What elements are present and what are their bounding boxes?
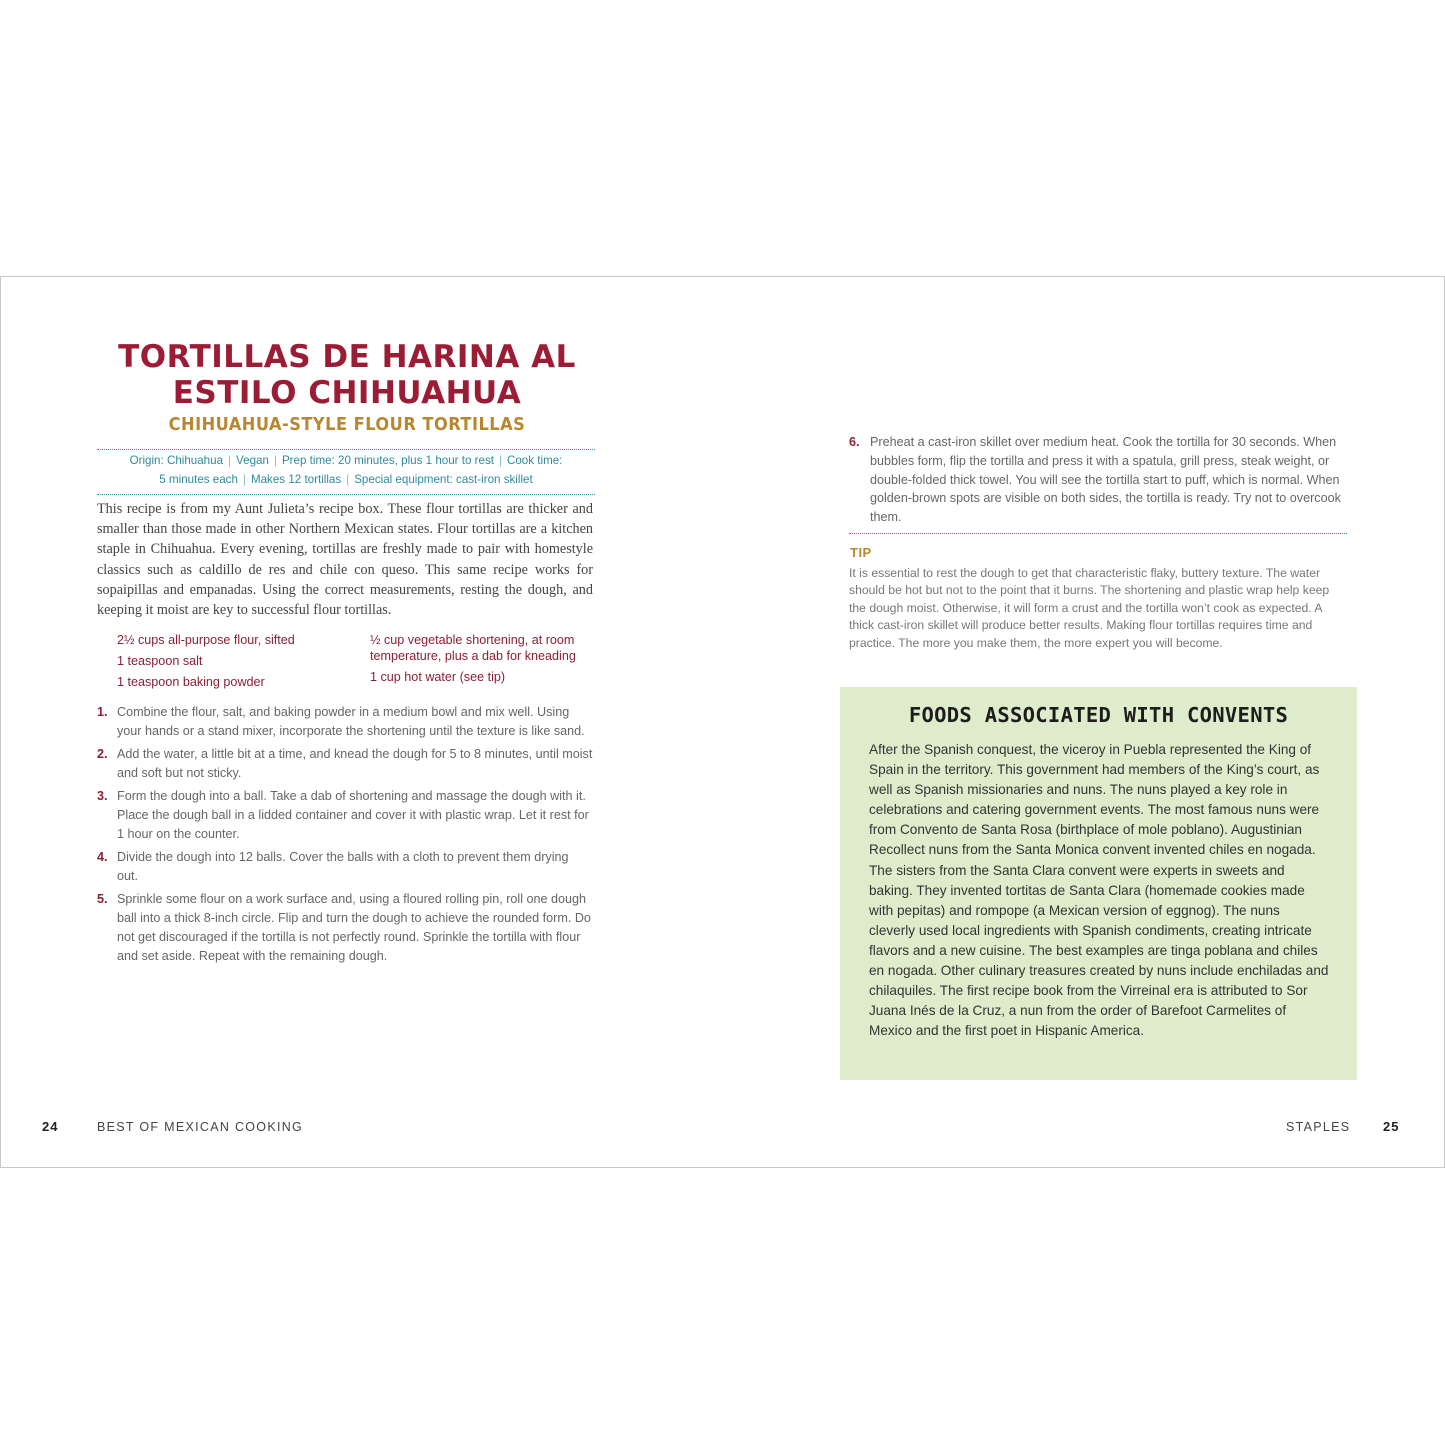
step-number: 6. [849, 435, 860, 449]
tip-heading: TIP [850, 545, 872, 560]
step-item [97, 703, 593, 741]
step-item [97, 848, 593, 886]
book-spread [0, 276, 1445, 1168]
ingredient-item: 1 teaspoon salt [117, 654, 203, 668]
meta-line-2 [97, 471, 595, 490]
left-page [1, 277, 721, 1167]
meta-prep-time: Prep time: 20 minutes, plus 1 hour to rest [281, 454, 494, 467]
step-text: Preheat a cast-iron skillet over medium heat. Cook the tortilla for 30 seconds. When bubbles form, flip the tortilla and press it with a spatula, grill press, steak weight, or double-folded thick towel. You will see the tortilla start to puff, which is normal. When golden-brown spots are visible on both sides, the tortilla is ready. Try not to overcook them. [870, 435, 1341, 525]
sidebar-box [840, 687, 1357, 1080]
right-page [721, 277, 1444, 1167]
step-number: 1. [97, 705, 108, 719]
running-head-right: STAPLES [1286, 1120, 1351, 1134]
step-item [97, 787, 593, 843]
page-number-left: 24 [42, 1119, 59, 1134]
step-number: 2. [97, 747, 108, 762]
step-number: 3. [97, 789, 108, 804]
step-item [97, 745, 593, 783]
recipe-meta [97, 449, 595, 495]
step-text: Combine the flour, salt, and baking powder in a medium bowl and mix well. Using your hands or a stand mixer, incorporate the shortening until the texture is like sand. [117, 705, 585, 738]
steps-list [97, 703, 593, 970]
meta-cook-time-label: Cook time: [506, 454, 563, 467]
meta-separator: | [498, 454, 502, 467]
meta-line-1 [97, 452, 595, 471]
meta-separator: | [242, 472, 246, 486]
divider [849, 533, 1347, 534]
sidebar-title: FOODS ASSOCIATED WITH CONVENTS [908, 703, 1289, 727]
recipe-intro: This recipe is from my Aunt Julieta’s recipe box. These flour tortillas are thicker and smaller than those made in other Northern Mexican states. Flour tortillas are a kitchen staple in Chihuahua. Every evening, tortillas are freshly made to pair with homestyle classics such as caldillo de res and chile con queso. This same recipe works for sopaipillas and empanadas. Using the correct measurements, resting the dough, and keeping it moist are key to successful flour tortillas. [97, 501, 593, 619]
step-number: 4. [97, 850, 108, 865]
meta-equipment: Special equipment: cast-iron skillet [354, 472, 533, 486]
step-text: Sprinkle some flour on a work surface and, using a floured rolling pin, roll one dough ball into a thick 8-inch circle. Flip and turn the dough to achieve the rounded form. Do not get discouraged if the tortilla is not perfectly round. Sprinkle the tortilla with flour and set aside. Repeat with the remaining dough. [117, 892, 591, 963]
running-head-left: BEST OF MEXICAN COOKING [97, 1120, 304, 1134]
step-text: Add the water, a little bit at a time, and knead the dough for 5 to 8 minutes, until moist and soft but not sticky. [117, 747, 593, 780]
ingredient-item: ½ cup vegetable shortening, at room temperature, plus a dab for kneading [370, 633, 576, 663]
meta-separator: | [273, 454, 277, 467]
meta-origin: Origin: Chihuahua [129, 454, 224, 467]
tip-text: It is essential to rest the dough to get that characteristic flaky, buttery texture. The water should be hot but not to the point that it burns. The shortening and plastic wrap help keep the dough moist. Otherwise, it will form a crust and the tortilla won’t cook as expected. A thick cast-iron skillet will produce better results. Making flour tortillas requires time and practice. The more you make them, the more expert you will become. [849, 566, 1330, 650]
ingredient-item: 1 teaspoon baking powder [117, 675, 265, 689]
step-number: 5. [97, 892, 108, 907]
meta-separator: | [228, 454, 232, 467]
recipe-title-spanish: TORTILLAS DE HARINA AL ESTILO CHIHUAHUA [118, 339, 576, 411]
step-text: Divide the dough into 12 balls. Cover the balls with a cloth to prevent them drying out. [117, 850, 569, 883]
meta-yield: Makes 12 tortillas [250, 472, 342, 486]
meta-diet: Vegan [236, 454, 269, 467]
meta-cook-time: 5 minutes each [159, 472, 238, 486]
recipe-title-english: CHIHUAHUA-STYLE FLOUR TORTILLAS [168, 414, 526, 435]
ingredient-item: 1 cup hot water (see tip) [370, 670, 506, 684]
sidebar-text: After the Spanish conquest, the viceroy in Puebla represented the King of Spain in the territory. This government had members of the King’s court, as well as Spanish missionaries and nuns. The nuns played a key role in celebrations and catering government events. The most famous nuns were from Convento de Santa Rosa (birthplace of mole poblano). Augustinian Recollect nuns from the Santa Monica convent invented chiles en nogada. The sisters from the Santa Clara convent were experts in sweets and baking. They invented tortitas de Santa Clara (homemade cookies made with pepitas) and rompope (a Mexican version of eggnog). The nuns cleverly used local ingredients with Spanish condiments, creating intricate flavors and a new cuisine. The best examples are tinga poblana and chiles en nogada. Other culinary treasures created by nuns include enchiladas and chilaquiles. The first recipe book from the Virreinal era is attributed to Sor Juana Inés de la Cruz, a nun from the order of Barefoot Carmelites of Mexico and the first poet in Hispanic America. [869, 742, 1329, 1039]
ingredients-column-2 [370, 632, 600, 690]
ingredients-column-1 [117, 632, 357, 695]
step-text: Form the dough into a ball. Take a dab of shortening and massage the dough with it. Place the dough ball in a lidded container and cover it with plastic wrap. Let it rest for 1 hour on the counter. [117, 789, 589, 841]
step-item [97, 890, 593, 965]
meta-separator: | [346, 472, 350, 486]
page-number-right: 25 [1383, 1119, 1400, 1134]
ingredient-item: 2½ cups all-purpose flour, sifted [117, 633, 295, 647]
